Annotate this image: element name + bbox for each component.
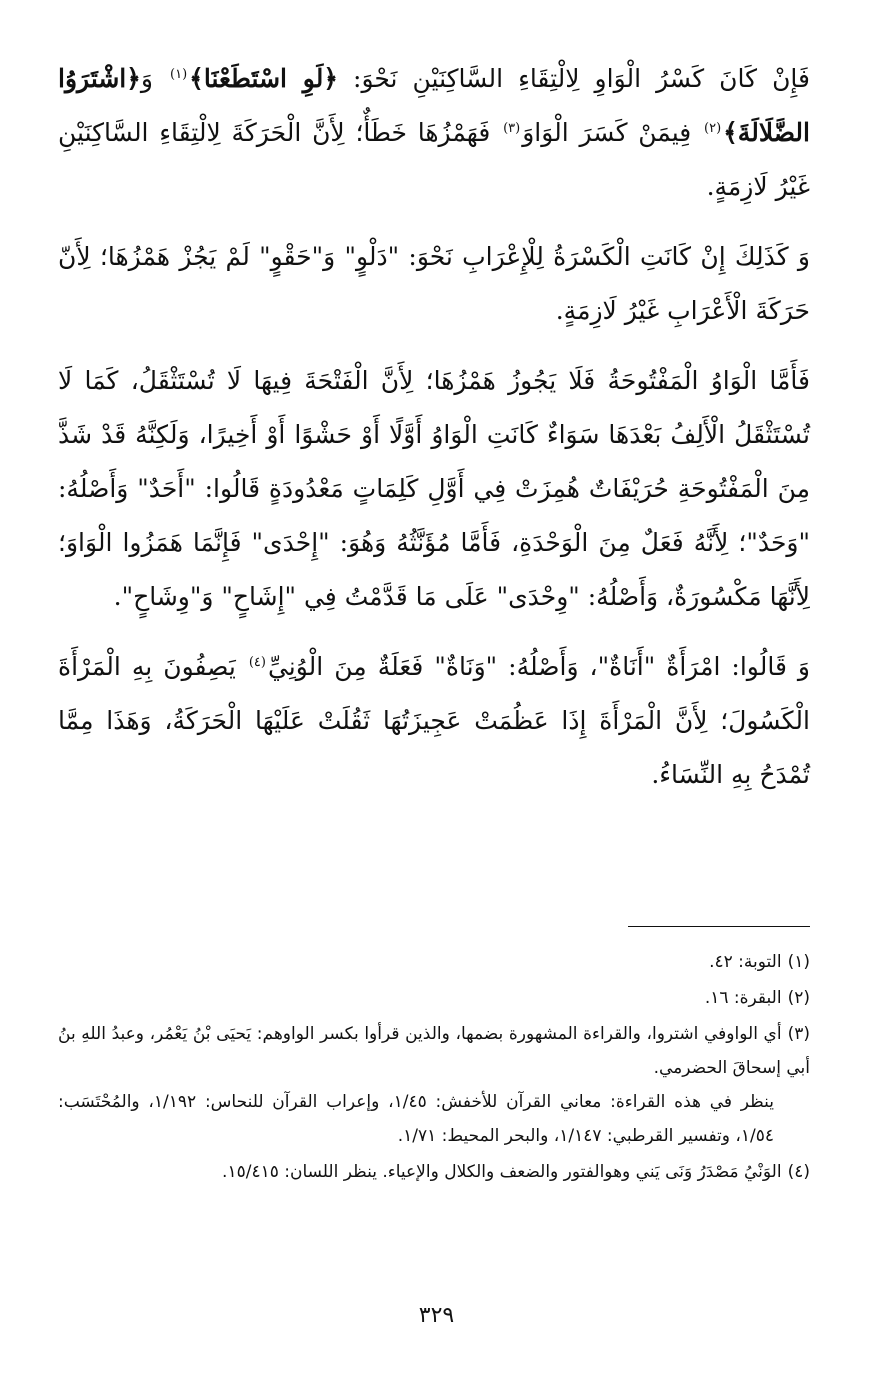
footnote-continuation: ينظر في هذه القراءة: معاني القرآن للأخفش: ١/٤٥، وإعراب القرآن للنحاس: ١/١٩٢، والمُحْتَسَب: ١/٥٤، وتفسير القرطبي: ١/١٤٧، والبحر المحيط: ١/٧١.: [58, 1092, 774, 1146]
footnote-ref-3[interactable]: (٣): [503, 120, 521, 136]
p1-before: فَإِنْ كَانَ كَسْرُ الْوَاوِ لِالْتِقَاءِ السَّاكِنَيْنِ نَحْوَ:: [337, 64, 810, 93]
footnote-text: البقرة: ١٦.: [704, 988, 782, 1008]
p4-after: يَصِفُونَ بِهِ الْمَرْأَةَ الْكَسُولَ؛ لِأَنَّ الْمَرْأَةَ إِذَا عَظُمَتْ عَجِيزَتُهَا ثَقُلَتْ عَلَيْهَا الْحَرَكَةُ، وَهَذَا مِمَّا تُمْدَحُ بِهِ النِّسَاءُ.: [58, 652, 810, 789]
footnote-4: [58, 1155, 810, 1189]
p1-mid2: فِيمَنْ كَسَرَ الْوَاوَ: [522, 118, 703, 147]
page-number: ٣٢٩: [418, 1303, 455, 1328]
main-text: [58, 52, 810, 818]
quran-quote-2: ﴿اشْتَرَوُا الضَّلَالَةَ﴾: [58, 64, 810, 147]
quran-quote-1: ﴿لَوِ اسْتَطَعْنَا﴾: [189, 64, 338, 93]
footnotes: [58, 945, 810, 1191]
footnote-2: [58, 981, 810, 1015]
p4-before: وَ قَالُوا: امْرَأَةٌ "أَنَاةٌ"، وَأَصْلُهُ: "وَنَاةٌ" فَعَلَةٌ مِنَ الْوُنِيِّ: [267, 652, 810, 681]
p1-mid: وَ: [140, 64, 169, 93]
footnote-ref-2[interactable]: (٢): [704, 120, 722, 136]
footnote-text: أي الواوفي اشتروا، والقراءة المشهورة بضمها، والذين قرأوا بكسر الواوهم: يَحيَى بْنُ يَعْمُر، وعبدُ اللهِ بنُ أبي إسحاقَ الحضرمي.: [58, 1024, 810, 1078]
footnote-3: [58, 1017, 810, 1153]
footnote-text: التوبة: ٤٢.: [709, 952, 782, 972]
paragraph-2: وَ كَذَلِكَ إِنْ كَانَتِ الْكَسْرَةُ لِلْإِعْرَابِ نَحْوَ: "دَلْوٍ" وَ"حَقْوٍ" لَمْ يَجُزْ هَمْزُهَا؛ لِأَنّ حَرَكَةَ الْأَعْرَابِ غَيْرُ لَازِمَةٍ.: [58, 242, 810, 325]
footnote-number: (٤): [787, 1162, 810, 1182]
footnote-text: الوَنْيُ مَصْدَرُ وَنَى يَني وهوالفتور والضعف والكلال والإعياء. ينظر اللسان: ١٥/٤١٥.: [222, 1162, 782, 1182]
paragraph-4: [58, 640, 810, 802]
footnote-1: [58, 945, 810, 979]
footnote-divider: [628, 926, 810, 927]
footnote-ref-4[interactable]: (٤): [248, 654, 266, 670]
footnote-ref-1[interactable]: (١): [170, 66, 188, 82]
footnote-number: (٣): [787, 1024, 810, 1044]
footnote-number: (١): [787, 952, 810, 972]
footnote-number: (٢): [787, 988, 810, 1008]
paragraph-3: فَأَمَّا الْوَاوُ الْمَفْتُوحَةُ فَلَا يَجُوزُ هَمْزُهَا؛ لِأَنَّ الْفَتْحَةَ فِيهَا لَا تُسْتَثْقَلُ، كَمَا لَا تُسْتَثْقَلُ الْأَلِفُ بَعْدَهَا سَوَاءٌ كَانَتِ الْوَاوُ أَوَّلًا أَوْ حَشْوًا أَوْ أَخِيرًا، وَلَكِنَّهُ قَدْ شَذَّ مِنَ الْمَفْتُوحَةِ حُرَيْفَاتٌ هُمِزَتْ فِي أَوَّلِ كَلِمَاتٍ مَعْدُودَةٍ قَالُوا: "أَحَدٌ" وَأَصْلُهُ: "وَحَدٌ"؛ لِأَنَّهُ فَعَلٌ مِنَ الْوَحْدَةِ، فَأَمَّا مُؤَنَّثُهُ وَهُوَ: "إِحْدَى" فَإِنَّمَا هَمَزُوا الْوَاوَ؛ لِأَنَّهَا مَكْسُورَةٌ، وَأَصْلُهُ: "وِحْدَى" عَلَى مَا قَدَّمْتُ فِي "إِشَاحٍ" وَ"وِشَاحٍ".: [58, 366, 810, 611]
p1-after: فَهَمْزُهَا خَطَأٌ؛ لِأَنَّ الْحَرَكَةَ لِالْتِقَاءِ السَّاكِنَيْنِ غَيْرُ لَازِمَةٍ.: [58, 118, 810, 201]
paragraph-1: [58, 52, 810, 214]
